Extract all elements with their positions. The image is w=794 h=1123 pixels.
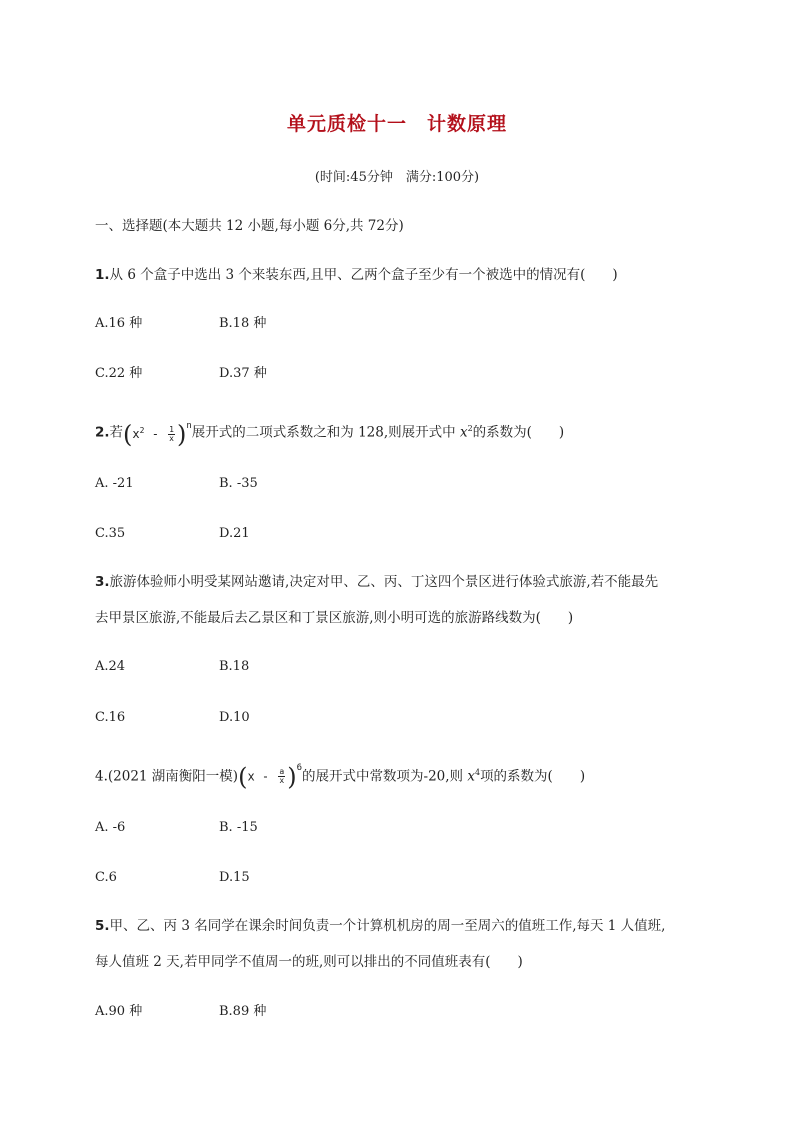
question-text: 项的系数为( ) xyxy=(480,768,586,785)
question-3-line-2: 去甲景区旅游,不能最后去乙景区和丁景区旅游,则小明可选的旅游路线数为( ) xyxy=(95,610,574,626)
option-d: D.10 xyxy=(219,710,250,725)
option-c: C.16 xyxy=(95,710,126,725)
question-number: 3. xyxy=(95,574,110,590)
option-c: C.6 xyxy=(95,870,117,885)
binomial-formula: (x - $\frac{a}{x}$ )$^6$ xyxy=(238,762,303,791)
option-c: C.22 种 xyxy=(95,366,143,381)
question-text: 旅游体验师小明受某网站邀请,决定对甲、乙、丙、丁这四个景区进行体验式旅游,若不能最先 xyxy=(109,574,659,590)
question-text: 的系数为( ) xyxy=(472,424,565,441)
option-a: A. -6 xyxy=(95,820,126,835)
math-variable: x xyxy=(459,424,468,441)
question-1 xyxy=(95,265,618,285)
question-text: 展开式的二项式系数之和为 128,则展开式中 xyxy=(191,424,460,441)
question-4 xyxy=(95,762,586,791)
option-d: D.15 xyxy=(219,870,250,885)
page-title: 单元质检十一 计数原理 xyxy=(286,113,507,135)
option-d: D.37 种 xyxy=(219,366,267,381)
question-2 xyxy=(95,419,564,446)
math-exponent: 2 xyxy=(467,424,473,433)
binomial-formula: ($x^2$ - $\frac{1}{x}$ )$^n$ xyxy=(123,420,192,448)
option-b: B.89 种 xyxy=(219,1004,267,1019)
question-5-line-2: 每人值班 2 天,若甲同学不值周一的班,则可以排出的不同值班表有( ) xyxy=(95,954,523,970)
option-c: C.35 xyxy=(95,526,126,541)
option-b: B. -35 xyxy=(219,476,258,491)
question-text: 甲、乙、丙 3 名同学在课余时间负责一个计算机机房的周一至周六的值班工作,每天 1 人值班, xyxy=(109,918,666,934)
option-b: B. -15 xyxy=(219,820,258,835)
question-text: 若 xyxy=(109,424,124,441)
question-text: 从 6 个盒子中选出 3 个来装东西,且甲、乙两个盒子至少有一个被选中的情况有( ) xyxy=(109,267,618,283)
option-a: A.24 xyxy=(95,659,126,674)
option-a: A.90 种 xyxy=(95,1004,143,1019)
option-a: A.16 种 xyxy=(95,316,143,331)
section-heading: 一、选择题(本大题共 12 小题,每小题 6分,共 72分) xyxy=(95,218,404,234)
question-number: 4. xyxy=(95,768,108,785)
math-exponent: 4 xyxy=(474,768,481,777)
math-variable: x xyxy=(467,768,475,785)
option-b: B.18 种 xyxy=(219,316,267,331)
question-source: (2021 湖南衡阳一模) xyxy=(107,768,239,785)
question-5 xyxy=(95,916,665,936)
option-b: B.18 xyxy=(219,659,250,674)
option-a: A. -21 xyxy=(95,476,134,491)
question-3 xyxy=(95,572,658,592)
option-d: D.21 xyxy=(219,526,250,541)
question-text: 的展开式中常数项为-20,则 xyxy=(302,768,468,785)
question-number: 5. xyxy=(95,918,110,934)
page-subtitle: (时间:45分钟 满分:100分) xyxy=(314,170,480,185)
question-number: 1. xyxy=(95,267,110,283)
question-number: 2. xyxy=(95,424,110,441)
